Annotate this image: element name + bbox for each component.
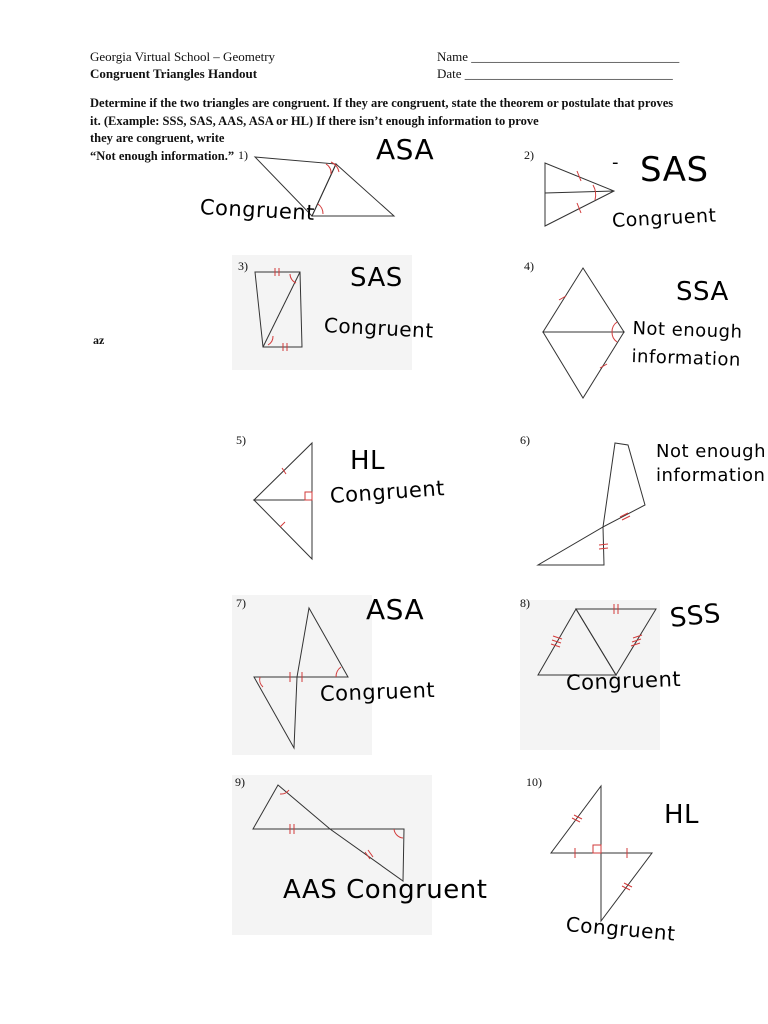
answer-9: AAS Congruent [283,875,488,905]
problem-number: 10) [526,775,542,789]
answer-3: SAS [350,263,403,293]
answer-5: HL [350,446,386,476]
verdict-5: Congruent [329,476,446,508]
date-field: Date ________________________________ [437,66,673,81]
verdict-7: Congruent [319,677,436,706]
answer-4: SSA [676,277,729,307]
verdict-4: Not enough information [631,318,743,371]
answer-7: ASA [366,593,425,626]
instructions-text: Determine if the two triangles are congruent. If they are congruent, state the theorem or postulate that proves it. (Example: SSS, SAS, AAS, ASA or HL) If there isn’t enough information to prove [90,96,674,128]
instructions-wrap-text: they are congruent, write “Not enough information.” [90,131,235,163]
verdict-1: Congruent [199,195,316,226]
problem-number: 8) [520,596,530,610]
answer-8: SSS [668,598,723,634]
verdict-3: Congruent [323,313,435,343]
problem-number: 3) [238,259,248,273]
name-field: Name ________________________________ [437,49,680,64]
verdict-2: Congruent [611,204,717,232]
problem-number: 6) [520,433,530,447]
dash-2: - [612,152,619,173]
problem-number: 9) [235,775,245,789]
verdict-8: Congruent [565,666,682,695]
answer-10: HL [664,800,700,830]
answer-2: SAS [640,150,709,190]
answer-6: Not enough information [656,441,766,486]
answer-1: ASA [376,133,435,166]
school-line: Georgia Virtual School – Geometry [90,49,276,64]
problem-number: 1) [238,148,248,162]
problem-number: 4) [524,259,534,273]
handout-title: Congruent Triangles Handout [90,66,258,81]
verdict-10: Congruent [564,912,677,946]
problem-number: 2) [524,148,534,162]
problem-number: 7) [236,596,246,610]
stray-text: az [93,333,105,347]
problem-number: 5) [236,433,246,447]
